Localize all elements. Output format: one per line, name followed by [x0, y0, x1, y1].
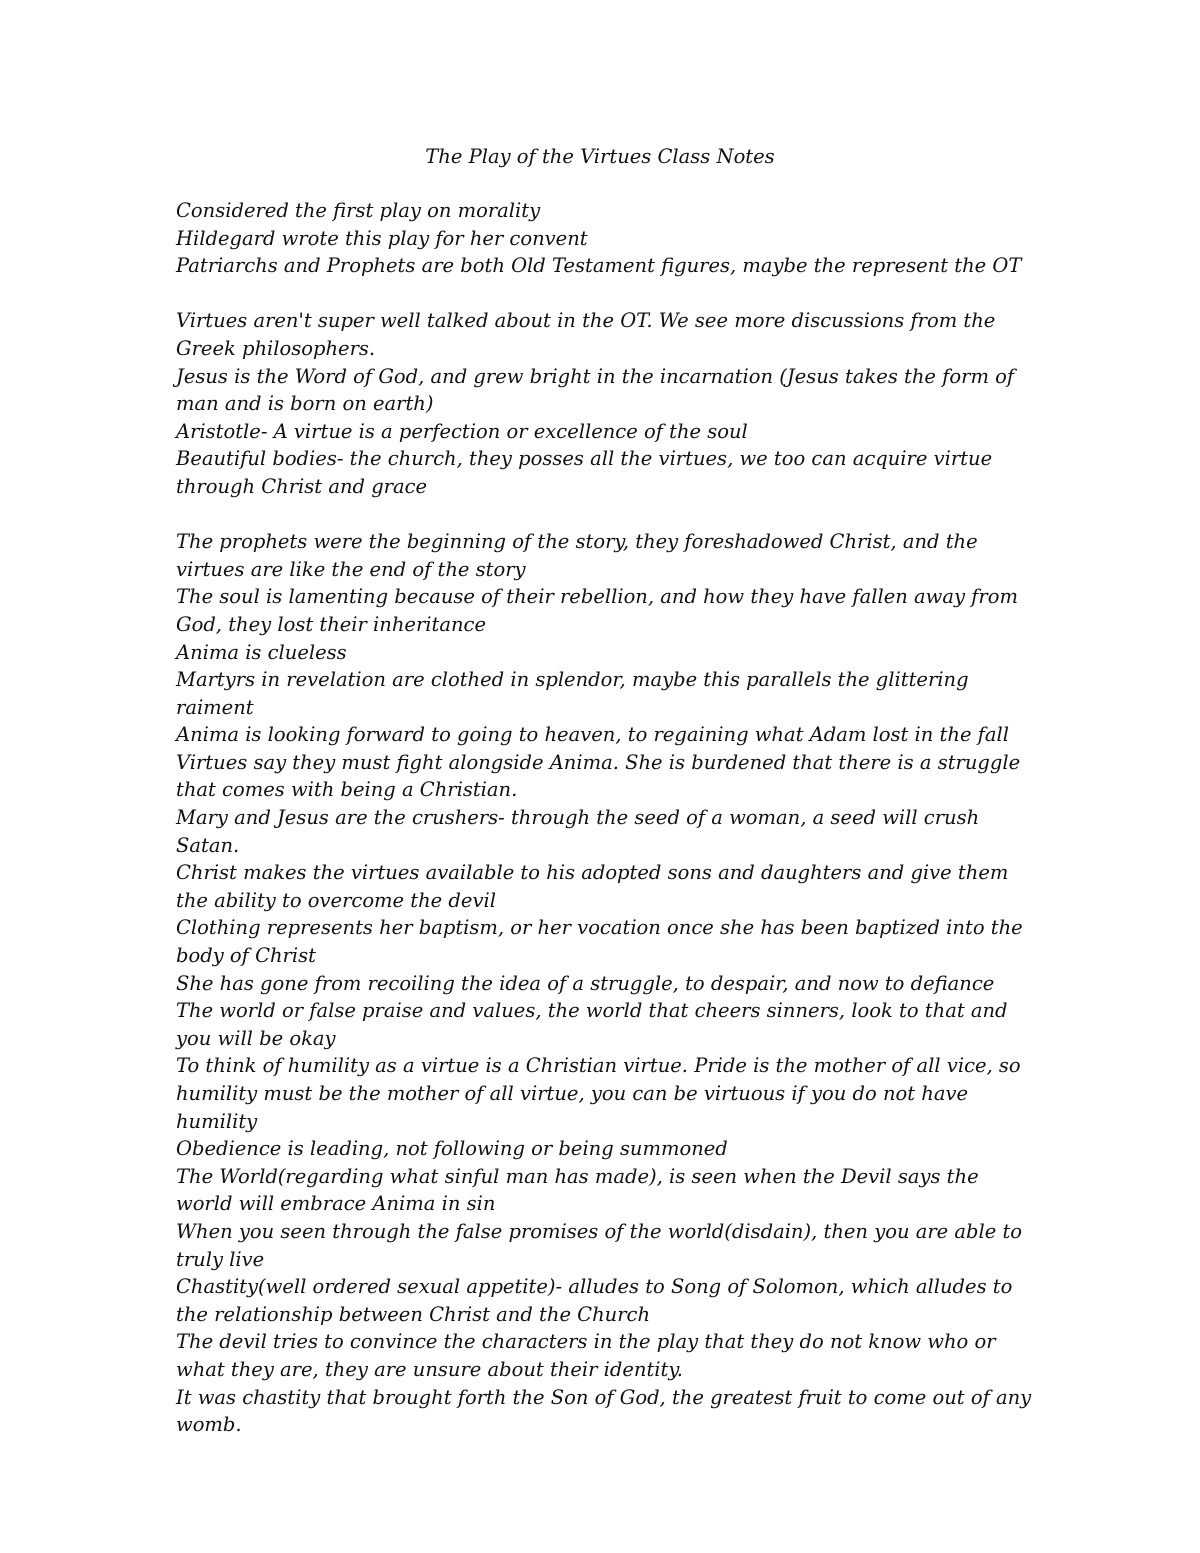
note-line: Virtues say they must fight alongside Anima. She is burdened that there is a struggle that comes with being a Christian. [176, 750, 1021, 802]
note-line: Martyrs in revelation are clothed in splendor, maybe this parallels the glittering raiment [176, 668, 969, 719]
note-line: Clothing represents her baptism, or her vocation once she has been baptized into the body of Christ [176, 916, 1023, 968]
note-line: The World(regarding what sinful man has made), is seen when the Devil says the world will embrace Anima in sin [176, 1164, 979, 1216]
notes-body [176, 197, 1036, 1439]
note-line: To think of humility as a virtue is a Christian virtue. Pride is the mother of all vice, so humility must be the mother of all virtue, you can be virtuous if you do not have humility [176, 1054, 1021, 1133]
paragraph-virtues [176, 307, 1036, 500]
note-line: Beautiful bodies- the church, they posses all the virtues, we too can acquire virtue through Christ and grace [176, 447, 993, 498]
paragraph-story [176, 528, 1036, 1439]
note-line: Chastity(well ordered sexual appetite)- alludes to Song of Solomon, which alludes to the relationship between Christ and the Church [176, 1275, 1013, 1326]
note-line: Aristotle- A virtue is a perfection or excellence of the soul [176, 419, 748, 443]
note-line: Considered the first play on morality [176, 199, 541, 222]
note-line: Christ makes the virtues available to his adopted sons and daughters and give them the ability to overcome the devil [176, 861, 1009, 912]
note-line: It was chastity that brought forth the Son of God, the greatest fruit to come out of any womb. [176, 1385, 1032, 1437]
note-line: Obedience is leading, not following or being summoned [176, 1137, 728, 1161]
note-line: The prophets were the beginning of the story, they foreshadowed Christ, and the virtues are like the end of the story [176, 530, 978, 581]
note-line: The world or false praise and values, the world that cheers sinners, look to that and you will be okay [176, 999, 1008, 1050]
note-line: Mary and Jesus are the crushers- through the seed of a woman, a seed will crush Satan. [176, 806, 980, 857]
note-line: Anima is looking forward to going to heaven, to regaining what Adam lost in the fall [176, 723, 1009, 747]
note-line: She has gone from recoiling the idea of a struggle, to despair, and now to defiance [176, 971, 995, 995]
note-line: Jesus is the Word of God, and grew bright in the incarnation (Jesus takes the form of man and is born on earth) [176, 364, 1015, 416]
note-line: Patriarchs and Prophets are both Old Testament figures, maybe the represent the OT [176, 254, 1022, 278]
note-line: Virtues aren't super well talked about in the OT. We see more discussions from the Greek philosophers. [176, 309, 996, 360]
note-line: The devil tries to convince the characters in the play that they do not know who or what they are, they are unsure about their identity. [176, 1330, 996, 1381]
note-line: When you seen through the false promises of the world(disdain), then you are able to truly live [176, 1219, 1023, 1271]
page-title: The Play of the Virtues Class Notes [425, 145, 775, 168]
paragraph-intro [176, 197, 1036, 280]
note-line: The soul is lamenting because of their rebellion, and how they have fallen away from God, they lost their inheritance [176, 585, 1018, 636]
note-line: Anima is clueless [176, 640, 347, 664]
note-line: Hildegard wrote this play for her convent [176, 226, 588, 250]
